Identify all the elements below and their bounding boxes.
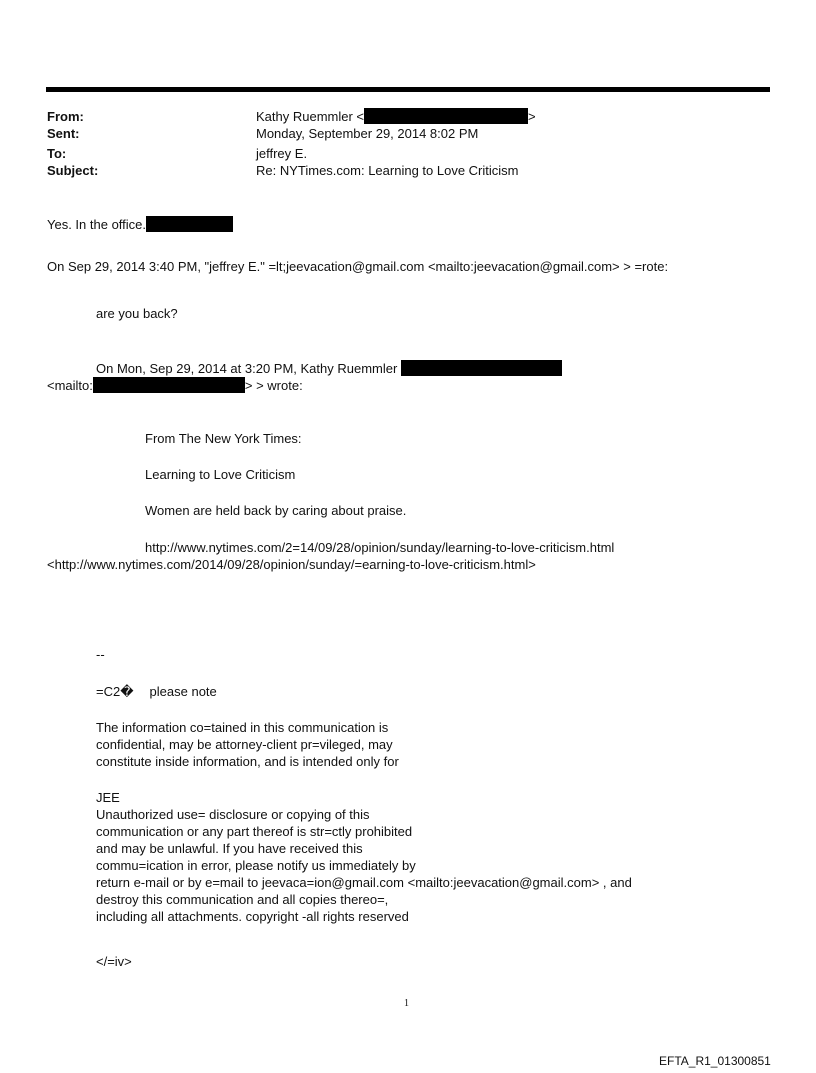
from-close: > <box>528 109 536 124</box>
signature-note <box>96 683 217 700</box>
quote2-mailto-line <box>47 377 303 394</box>
article-source: From The New York Times: <box>145 431 302 446</box>
redaction-box <box>93 377 245 393</box>
note-text: please note <box>149 684 217 699</box>
quote2-attribution <box>96 360 562 377</box>
article-title: Learning to Love Criticism <box>145 467 296 482</box>
subject-value: Re: NYTimes.com: Learning to Love Criticism <box>256 163 519 178</box>
disclaimer-line: communication or any part thereof is str=ctly prohibited <box>96 824 413 839</box>
disclaimer-line: including all attachments. copyright -all rights reserved <box>96 909 409 924</box>
disclaimer-line: The information co=tained in this communication is <box>96 720 389 735</box>
disclaimer-line: destroy this communication and all copies thereo=, <box>96 892 389 907</box>
quote2-attrib-text: On Mon, Sep 29, 2014 at 3:20 PM, Kathy Ruemmler <box>96 361 401 376</box>
disclaimer-para-1 <box>96 719 399 770</box>
reply-line <box>47 216 233 233</box>
article-link[interactable]: http://www.nytimes.com/2=14/09/28/opinion/sunday/learning-to-love-criticism.html <box>145 540 615 555</box>
quote1-text: are you back? <box>96 306 178 321</box>
article-summary: Women are held back by caring about praise. <box>145 503 407 518</box>
signature-dashes: -- <box>96 647 105 662</box>
signature-jee: JEE <box>96 790 120 805</box>
reply-text: Yes. In the office. <box>47 217 147 232</box>
quote2-wrote: > > wrote: <box>244 378 303 393</box>
from-name: Kathy Ruemmler < <box>256 109 365 124</box>
header-rule <box>46 87 770 92</box>
from-value <box>256 108 536 125</box>
disclaimer-line: and may be unlawful. If you have received this <box>96 841 363 856</box>
redaction-box <box>364 108 528 124</box>
from-label: From: <box>47 109 84 124</box>
sent-label: Sent: <box>47 126 80 141</box>
document-id: EFTA_R1_01300851 <box>659 1054 771 1068</box>
sent-value: Monday, September 29, 2014 8:02 PM <box>256 126 479 141</box>
to-label: To: <box>47 146 67 161</box>
article-link-wrapped[interactable]: <http://www.nytimes.com/2014/09/28/opinion/sunday/=earning-to-love-criticism.html> <box>47 557 536 572</box>
subject-label: Subject: <box>47 163 99 178</box>
note-prefix: =C2� <box>96 684 134 699</box>
redaction-box <box>401 360 562 376</box>
to-value: jeffrey E. <box>256 146 308 161</box>
disclaimer-line: confidential, may be attorney-client pr=vileged, may <box>96 737 393 752</box>
quote1-attribution: On Sep 29, 2014 3:40 PM, "jeffrey E." =lt;jeevacation@gmail.com <mailto:jeevacation@gmail.com> > =rote: <box>47 259 669 274</box>
disclaimer-line: return e-mail or by e=mail to jeevaca=ion@gmail.com <mailto:jeevacation@gmail.com> , and <box>96 875 632 890</box>
closing-tag: </=iv> <box>96 954 132 969</box>
redaction-box <box>146 216 233 232</box>
quote2-mailto: <mailto: <box>47 378 93 393</box>
disclaimer-line: Unauthorized use= disclosure or copying of this <box>96 807 370 822</box>
page-number: 1 <box>404 998 409 1009</box>
disclaimer-line: constitute inside information, and is intended only for <box>96 754 399 769</box>
disclaimer-line: commu=ication in error, please notify us immediately by <box>96 858 416 873</box>
disclaimer-para-2 <box>96 806 632 925</box>
